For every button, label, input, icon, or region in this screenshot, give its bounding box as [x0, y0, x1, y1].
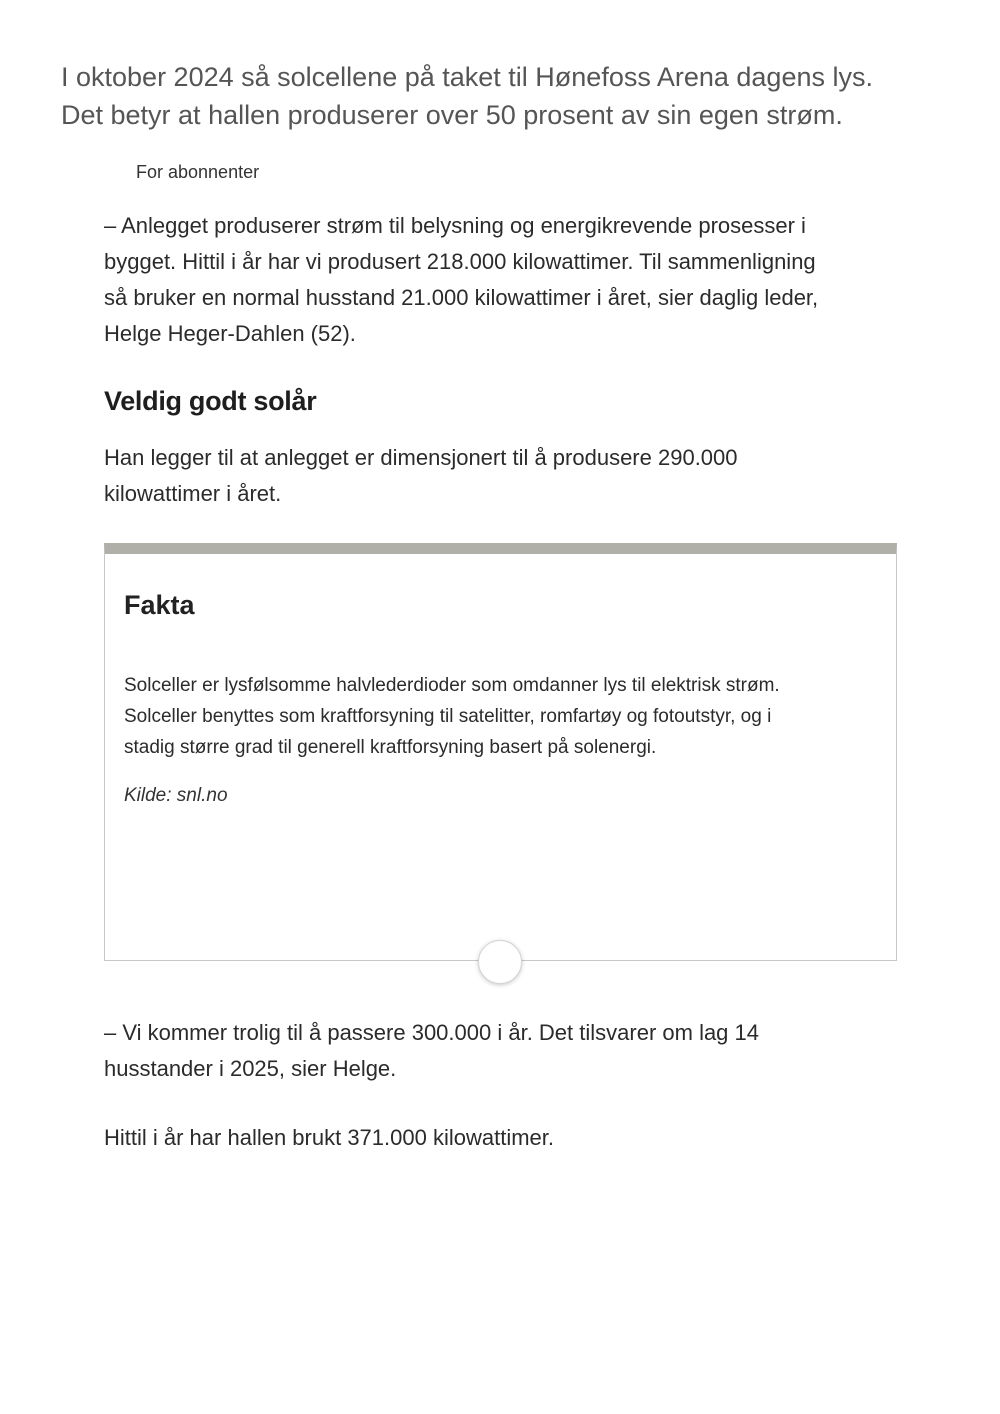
lead-line: I oktober 2024 så solcellene på taket til Hønefoss Arena dagens lys.	[61, 62, 873, 92]
section-heading: Veldig godt solår	[104, 386, 317, 416]
lead-line: Det betyr at hallen produserer over 50 prosent av sin egen strøm.	[61, 100, 843, 130]
fact-box-text	[124, 670, 884, 763]
fact-line: Solceller benyttes som kraftforsyning til satelitter, romfartøy og fotoutstyr, og i	[124, 706, 772, 727]
paragraph-line: husstander i 2025, sier Helge.	[104, 1056, 397, 1081]
subscriber-label: For abonnenter	[136, 162, 260, 182]
paragraph-quote	[104, 208, 924, 352]
paragraph-line: Helge Heger-Dahlen (52).	[104, 321, 356, 346]
paragraph-line: bygget. Hittil i år har vi produsert 218.000 kilowattimer. Til sammenligning	[104, 249, 816, 274]
paragraph-line: kilowattimer i året.	[104, 481, 282, 506]
paragraph-dimension	[104, 440, 924, 512]
fact-box-expand-button[interactable]	[478, 940, 522, 984]
paragraph-line: så bruker en normal husstand 21.000 kilowattimer i året, sier daglig leder,	[104, 285, 819, 310]
paragraph-line: Han legger til at anlegget er dimensjonert til å produsere 290.000	[104, 445, 738, 470]
fact-box-source: Kilde: snl.no	[124, 785, 228, 806]
paragraph-usage	[104, 1120, 924, 1156]
paragraph-line: – Anlegget produserer strøm til belysning og energikrevende prosesser i	[104, 213, 806, 238]
article-lead	[61, 58, 961, 134]
fact-box-title: Fakta	[124, 590, 195, 620]
fact-box	[104, 543, 897, 961]
paragraph-line: Hittil i år har hallen brukt 371.000 kilowattimer.	[104, 1125, 554, 1150]
paragraph-quote-2	[104, 1015, 924, 1087]
fact-line: Solceller er lysfølsomme halvlederdioder som omdanner lys til elektrisk strøm.	[124, 675, 780, 696]
paragraph-line: – Vi kommer trolig til å passere 300.000 i år. Det tilsvarer om lag 14	[104, 1020, 760, 1045]
fact-line: stadig større grad til generell kraftforsyning basert på solenergi.	[124, 737, 657, 758]
